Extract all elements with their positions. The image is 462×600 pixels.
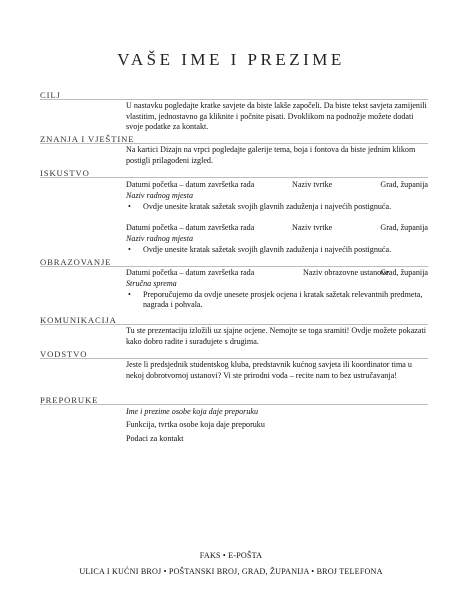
section-rule <box>40 143 428 144</box>
section-rule <box>40 177 428 178</box>
section-body-obrazovanje[interactable] <box>126 268 428 311</box>
education-school[interactable]: Naziv obrazovne ustanove <box>303 268 389 277</box>
bullet-icon: • <box>128 244 131 254</box>
experience-bullet[interactable] <box>126 245 428 256</box>
bullet-icon: • <box>128 289 131 299</box>
section-rule <box>40 358 428 359</box>
section-body-komunikacija[interactable] <box>126 326 428 347</box>
experience-entry[interactable] <box>126 223 428 255</box>
cilj-text[interactable]: U nastavku pogledajte kratke savjete da biste lakše započeli. Da biste tekst savjeta zamijenili vlastitim, jednostavno ga kliknite i počnite pisati. Dvoklikom na podnožje možete dodati svoje podatke za kontakt. <box>126 101 427 132</box>
section-label-preporuke: PREPORUKE <box>40 395 99 405</box>
section-label-komunikacija: KOMUNIKACIJA <box>40 315 117 325</box>
resume-name[interactable]: VAŠE IME I PREZIME <box>117 50 345 69</box>
experience-header-row <box>126 223 428 234</box>
bullet-icon: • <box>128 201 131 211</box>
znanja-text[interactable]: Na kartici Dizajn na vrpci pogledajte galerije tema, boja i fontova da biste jednim klikom postigli prilagođeni izgled. <box>126 145 416 165</box>
experience-dates[interactable]: Datumi početka – datum završetka rada <box>126 223 255 233</box>
section-label-obrazovanje: OBRAZOVANJE <box>40 257 112 267</box>
experience-dates[interactable]: Datumi početka – datum završetka rada <box>126 180 255 189</box>
section-body-znanja[interactable] <box>126 145 428 166</box>
reference-role[interactable]: Funkcija, tvrtka osobe koja daje preporuku <box>126 419 265 429</box>
education-bullet[interactable] <box>126 290 428 311</box>
reference-name[interactable]: Ime i prezime osobe koja daje preporuku <box>126 407 259 416</box>
experience-location[interactable]: Grad, županija <box>380 223 428 233</box>
experience-title[interactable]: Naziv radnog mjesta <box>126 234 193 244</box>
section-label-znanja: ZNANJA I VJEŠTINE <box>40 134 135 144</box>
education-dates[interactable]: Datumi početka – datum završetka rada <box>126 268 255 277</box>
education-bullet-text[interactable]: Preporučujemo da ovdje unesete prosjek ocjena i kratak sažetak relevantnih predmeta, nagrada i pohvala. <box>143 289 423 310</box>
education-header-row <box>126 268 428 279</box>
komunikacija-text[interactable]: Tu ste prezentaciju izložili uz sjajne ocjene. Nemojte se toga sramiti! Ovdje možete pokazati kako dobro radite i surađujete s drugima. <box>126 326 426 346</box>
section-body-vodstvo[interactable] <box>126 360 428 381</box>
education-degree[interactable]: Stručna sprema <box>126 279 177 288</box>
experience-bullet-text[interactable]: Ovdje unesite kratak sažetak svojih glavnih zaduženja i najvećih postignuća. <box>143 244 392 254</box>
reference-contact[interactable]: Podaci za kontakt <box>126 434 184 444</box>
section-body-iskustvo[interactable] <box>126 180 428 255</box>
section-label-cilj: CILJ <box>40 90 61 100</box>
section-body-preporuke[interactable] <box>126 407 428 445</box>
experience-bullet-text[interactable]: Ovdje unesite kratak sažetak svojih glavnih zaduženja i najvećih postignuća. <box>143 201 392 211</box>
experience-header-row <box>126 180 428 191</box>
footer-address-phone[interactable]: ULICA I KUĆNI BROJ • POŠTANSKI BROJ, GRAD, ŽUPANIJA • BROJ TELEFONA <box>79 567 383 576</box>
footer-fax-email[interactable]: FAKS • E-POŠTA <box>199 551 263 560</box>
section-rule <box>40 324 428 325</box>
section-label-iskustvo: ISKUSTVO <box>40 168 90 178</box>
experience-location[interactable]: Grad, županija <box>380 180 428 189</box>
vodstvo-text[interactable]: Jeste li predsjednik studentskog kluba, predstavnik kućnog savjeta ili koordinator tima u nekoj dobrotvornoj ustanovi? Vi ste prirodni vođa – recite nam to bez ustručavanja! <box>126 360 412 380</box>
section-rule <box>40 99 428 100</box>
experience-company[interactable]: Naziv tvrtke <box>292 180 333 189</box>
experience-entry[interactable] <box>126 180 428 212</box>
experience-title[interactable]: Naziv radnog mjesta <box>126 191 193 200</box>
section-rule <box>40 266 428 267</box>
experience-company[interactable]: Naziv tvrtke <box>292 223 333 233</box>
section-body-cilj[interactable] <box>126 101 428 133</box>
section-label-vodstvo: VODSTVO <box>40 349 88 359</box>
experience-bullet[interactable] <box>126 202 428 213</box>
section-rule <box>40 404 428 405</box>
education-location[interactable]: Grad, županija <box>380 268 428 277</box>
